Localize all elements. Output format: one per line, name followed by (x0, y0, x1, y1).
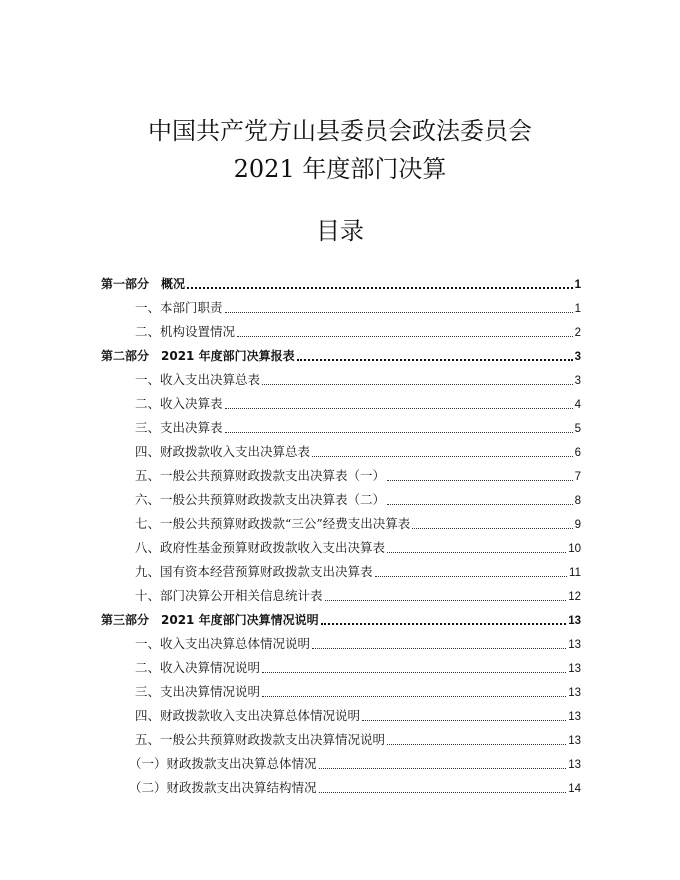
toc-entry-label: （一）财政拨款支出决算总体情况 (129, 756, 317, 771)
toc-dot-leader (187, 287, 573, 289)
toc-entry-label: 二、收入决算表 (135, 396, 223, 411)
toc-entry[interactable] (101, 368, 581, 392)
toc-page-number: 10 (568, 543, 581, 555)
toc-page-number: 12 (568, 591, 581, 603)
toc-entry[interactable] (101, 728, 581, 752)
toc-part-entry[interactable] (101, 608, 581, 632)
toc-dot-leader (262, 696, 566, 697)
toc-dot-leader (319, 792, 567, 793)
toc-dot-leader (387, 504, 573, 505)
toc-dot-leader (297, 359, 573, 361)
toc-entry[interactable] (101, 584, 581, 608)
toc-entry[interactable] (101, 776, 581, 800)
toc-entry[interactable] (101, 632, 581, 656)
toc-entry-label: 一、收入支出决算总表 (135, 372, 261, 387)
toc-entry-label: 六、一般公共预算财政拨款支出决算表（二） (135, 492, 386, 507)
toc-dot-leader (312, 648, 566, 649)
toc-entry-label: 十、部门决算公开相关信息统计表 (135, 588, 323, 603)
toc-page-number: 4 (574, 399, 581, 411)
toc-part-entry[interactable] (101, 344, 581, 368)
toc-page-number: 3 (574, 351, 581, 363)
toc-page-number: 13 (568, 615, 581, 627)
toc-page-number: 13 (568, 663, 581, 675)
toc-page-number: 1 (574, 279, 581, 291)
toc-part-entry[interactable] (101, 272, 581, 296)
toc-entry-label: 四、财政拨款收入支出决算总体情况说明 (135, 708, 361, 723)
toc-entry[interactable] (101, 536, 581, 560)
toc-entry-label: 九、国有资本经营预算财政拨款支出决算表 (135, 564, 373, 579)
toc-page-number: 13 (568, 735, 581, 747)
toc-entry-label: 一、收入支出决算总体情况说明 (135, 636, 311, 651)
toc-entry-label: 七、一般公共预算财政拨款“三公”经费支出决算表 (135, 516, 411, 531)
toc-page-number: 14 (568, 783, 581, 795)
toc-dot-leader (319, 768, 567, 769)
toc-dot-leader (321, 623, 567, 625)
toc-entry[interactable] (101, 296, 581, 320)
toc-entry-label: 五、一般公共预算财政拨款支出决算表（一） (135, 468, 386, 483)
toc-dot-leader (262, 672, 566, 673)
toc-heading: 目录 (316, 217, 364, 245)
toc-page-number: 5 (574, 423, 581, 435)
toc-page-number: 13 (568, 639, 581, 651)
toc-dot-leader (362, 720, 566, 721)
toc-entry-label: 第一部分 概况 (101, 277, 186, 291)
toc-dot-leader (312, 456, 573, 457)
toc-page-number: 8 (574, 495, 581, 507)
toc-entry[interactable] (101, 488, 581, 512)
toc-entry[interactable] (101, 440, 581, 464)
toc-entry[interactable] (101, 704, 581, 728)
toc-entry[interactable] (101, 680, 581, 704)
toc-entry[interactable] (101, 392, 581, 416)
toc-entry[interactable] (101, 656, 581, 680)
toc-dot-leader (412, 528, 572, 529)
toc-entry-label: 八、政府性基金预算财政拨款收入支出决算表 (135, 540, 386, 555)
toc-entry[interactable] (101, 560, 581, 584)
toc-entry-label: （二）财政拨款支出决算结构情况 (129, 780, 317, 795)
toc-dot-leader (237, 336, 573, 337)
toc-entry-label: 第三部分 2021 年度部门决算情况说明 (101, 613, 319, 627)
toc-dot-leader (225, 408, 573, 409)
toc-entry-label: 五、一般公共预算财政拨款支出决算情况说明 (135, 732, 386, 747)
document-title-line-1: 中国共产党方山县委员会政法委员会 (148, 117, 532, 145)
toc-page-number: 9 (574, 519, 581, 531)
toc-dot-leader (375, 576, 568, 577)
toc-page-number: 3 (574, 375, 581, 387)
toc-page-number: 13 (568, 687, 581, 699)
toc-entry[interactable] (101, 752, 581, 776)
toc-page-number: 1 (574, 303, 581, 315)
toc-dot-leader (225, 312, 573, 313)
toc-dot-leader (225, 432, 573, 433)
toc-entry[interactable] (101, 464, 581, 488)
toc-dot-leader (325, 600, 567, 601)
toc-dot-leader (262, 384, 573, 385)
toc-page-number: 13 (568, 711, 581, 723)
toc-entry[interactable] (101, 320, 581, 344)
document-title-line-2: 2021 年度部门决算 (233, 155, 447, 183)
toc-page-number: 7 (574, 471, 581, 483)
toc-dot-leader (387, 480, 573, 481)
toc-entry-label: 二、收入决算情况说明 (135, 660, 261, 675)
toc-entry[interactable] (101, 416, 581, 440)
toc-page-number: 11 (569, 567, 581, 579)
toc-page-number: 2 (574, 327, 581, 339)
toc-entry[interactable] (101, 512, 581, 536)
toc-entry-label: 四、财政拨款收入支出决算总表 (135, 444, 311, 459)
toc-entry-label: 一、本部门职责 (135, 300, 223, 315)
toc-entry-label: 三、支出决算情况说明 (135, 684, 261, 699)
toc-entry-label: 第二部分 2021 年度部门决算报表 (101, 349, 295, 363)
toc-dot-leader (387, 552, 566, 553)
table-of-contents (101, 272, 581, 800)
toc-entry-label: 二、机构设置情况 (135, 324, 236, 339)
toc-page-number: 6 (574, 447, 581, 459)
toc-dot-leader (387, 744, 566, 745)
toc-entry-label: 三、支出决算表 (135, 420, 223, 435)
toc-page-number: 13 (568, 759, 581, 771)
